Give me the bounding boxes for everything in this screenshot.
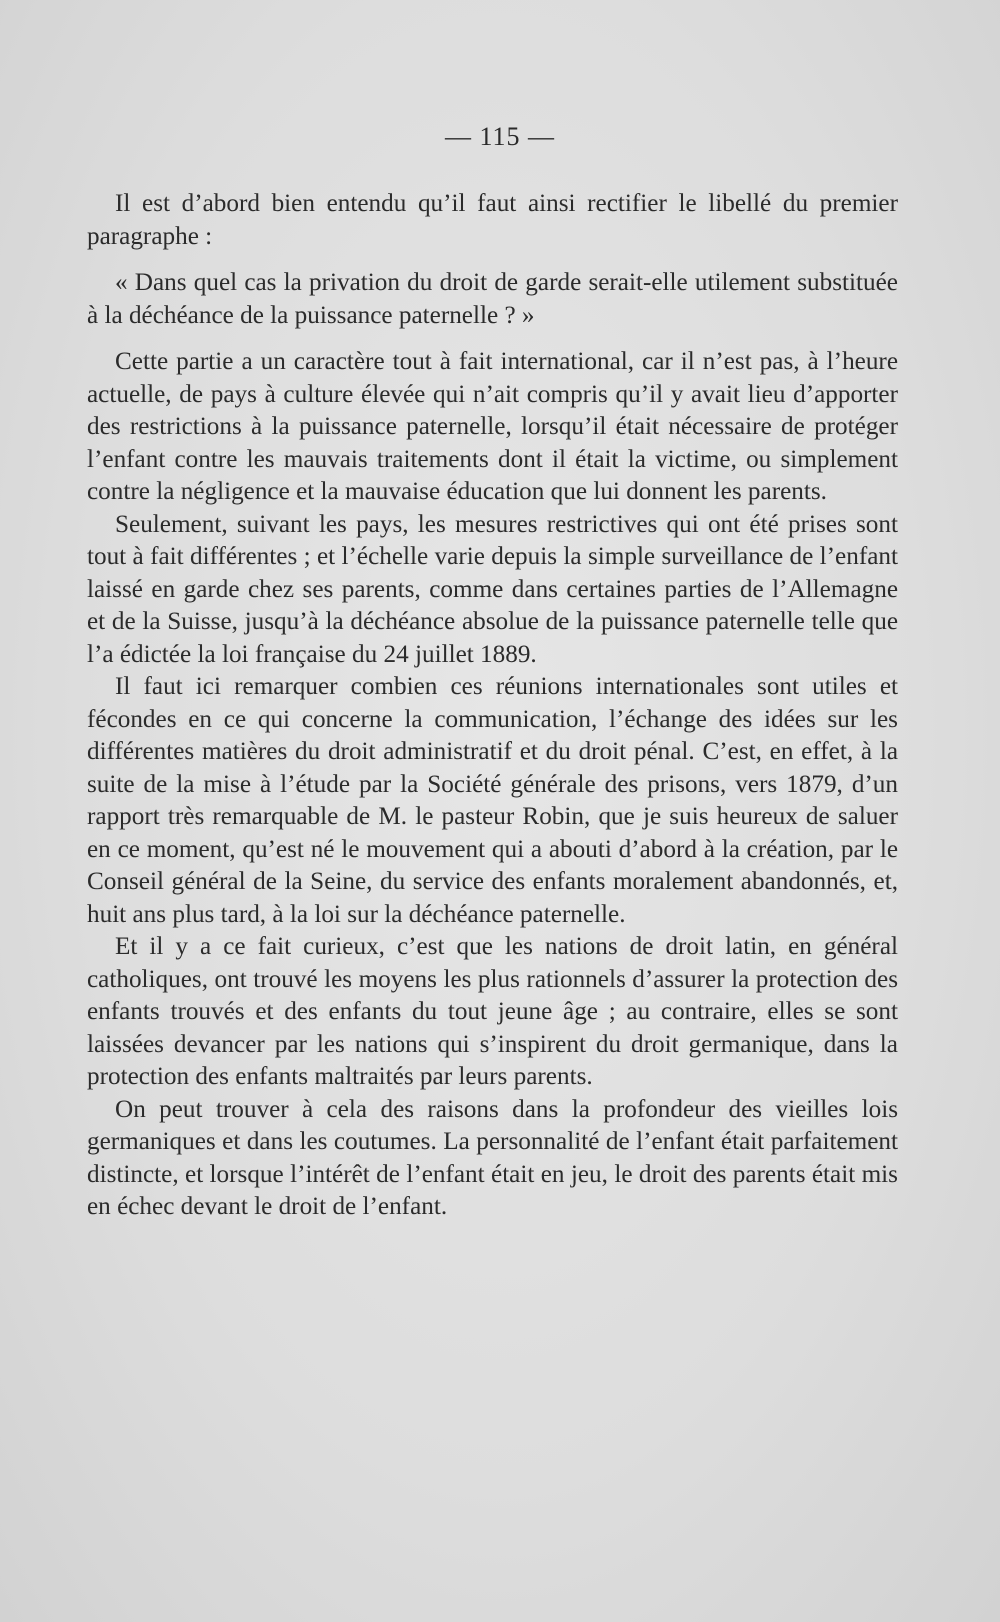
page-number: — 115 — [444,122,556,151]
paragraph-rectification: Il est d’abord bien entendu qu’il faut ainsi rectifier le libellé du premier paragraphe : [87,190,898,250]
paragraph-germanic-laws: On peut trouver à cela des raisons dans la profondeur des vieilles lois germaniques et dans les coutumes. La personnalité de l’enfant était parfaitement distincte, et lorsque l’intérêt de l’enfant était en jeu, le droit des parents était mis en échec devant le droit de l’enfant. [87,1095,898,1220]
paragraph-international-meetings: Il faut ici remarquer combien ces réunions internationales sont utiles et fécondes en ce qui concerne la communication, l’échange des idées sur les différentes matières du droit administratif et du droit pénal. C’est, en effet, à la suite de la mise à l’étude par la Société générale des prisons, vers 1879, d’un rapport très remarquable de M. le pasteur Robin, que je suis heureux de saluer en ce moment, qu’est né le mouvement qui a abouti d’abord à la création, par le Conseil général de la Seine, du service des enfants moralement abandonnés, et, huit ans plus tard, à la loi sur la déchéance paternelle. [87,673,898,928]
paragraph-quoted-question: « Dans quel cas la privation du droit de garde serait-elle utilement substituée à la déchéance de la puissance paternelle ? » [87,269,898,329]
paragraph-restrictive-measures: Seulement, suivant les pays, les mesures restrictives qui ont été prises sont tout à fait différentes ; et l’échelle varie depuis la simple surveillance de l’enfant laissé en garde chez ses parents, comme dans certaines parties de l’Allemagne et de la Suisse, jusqu’à la déchéance absolue de la puissance paternelle telle que l’a édictée la loi française du 24 juillet 1889. [87,510,898,668]
paragraph-international-character: Cette partie a un caractère tout à fait international, car il n’est pas, à l’heure actuelle, de pays à culture élevée qui n’ait compris qu’il y avait lieu d’apporter des restrictions à la puissance paternelle, lorsqu’il était nécessaire de protéger l’enfant contre les mauvais traitements dont il était la victime, ou simplement contre la négligence et la mauvaise éducation que lui donnent les parents. [87,348,898,505]
paragraph-latin-nations: Et il y a ce fait curieux, c’est que les nations de droit latin, en général catholiques, ont trouvé les moyens les plus rationnels d’assurer la protection des enfants trouvés et des enfants du tout jeune âge ; au contraire, elles se sont laissées devancer par les nations qui s’inspirent du droit germanique, dans la protection des enfants maltraités par leurs parents. [87,933,898,1090]
body-text [87,188,898,1224]
